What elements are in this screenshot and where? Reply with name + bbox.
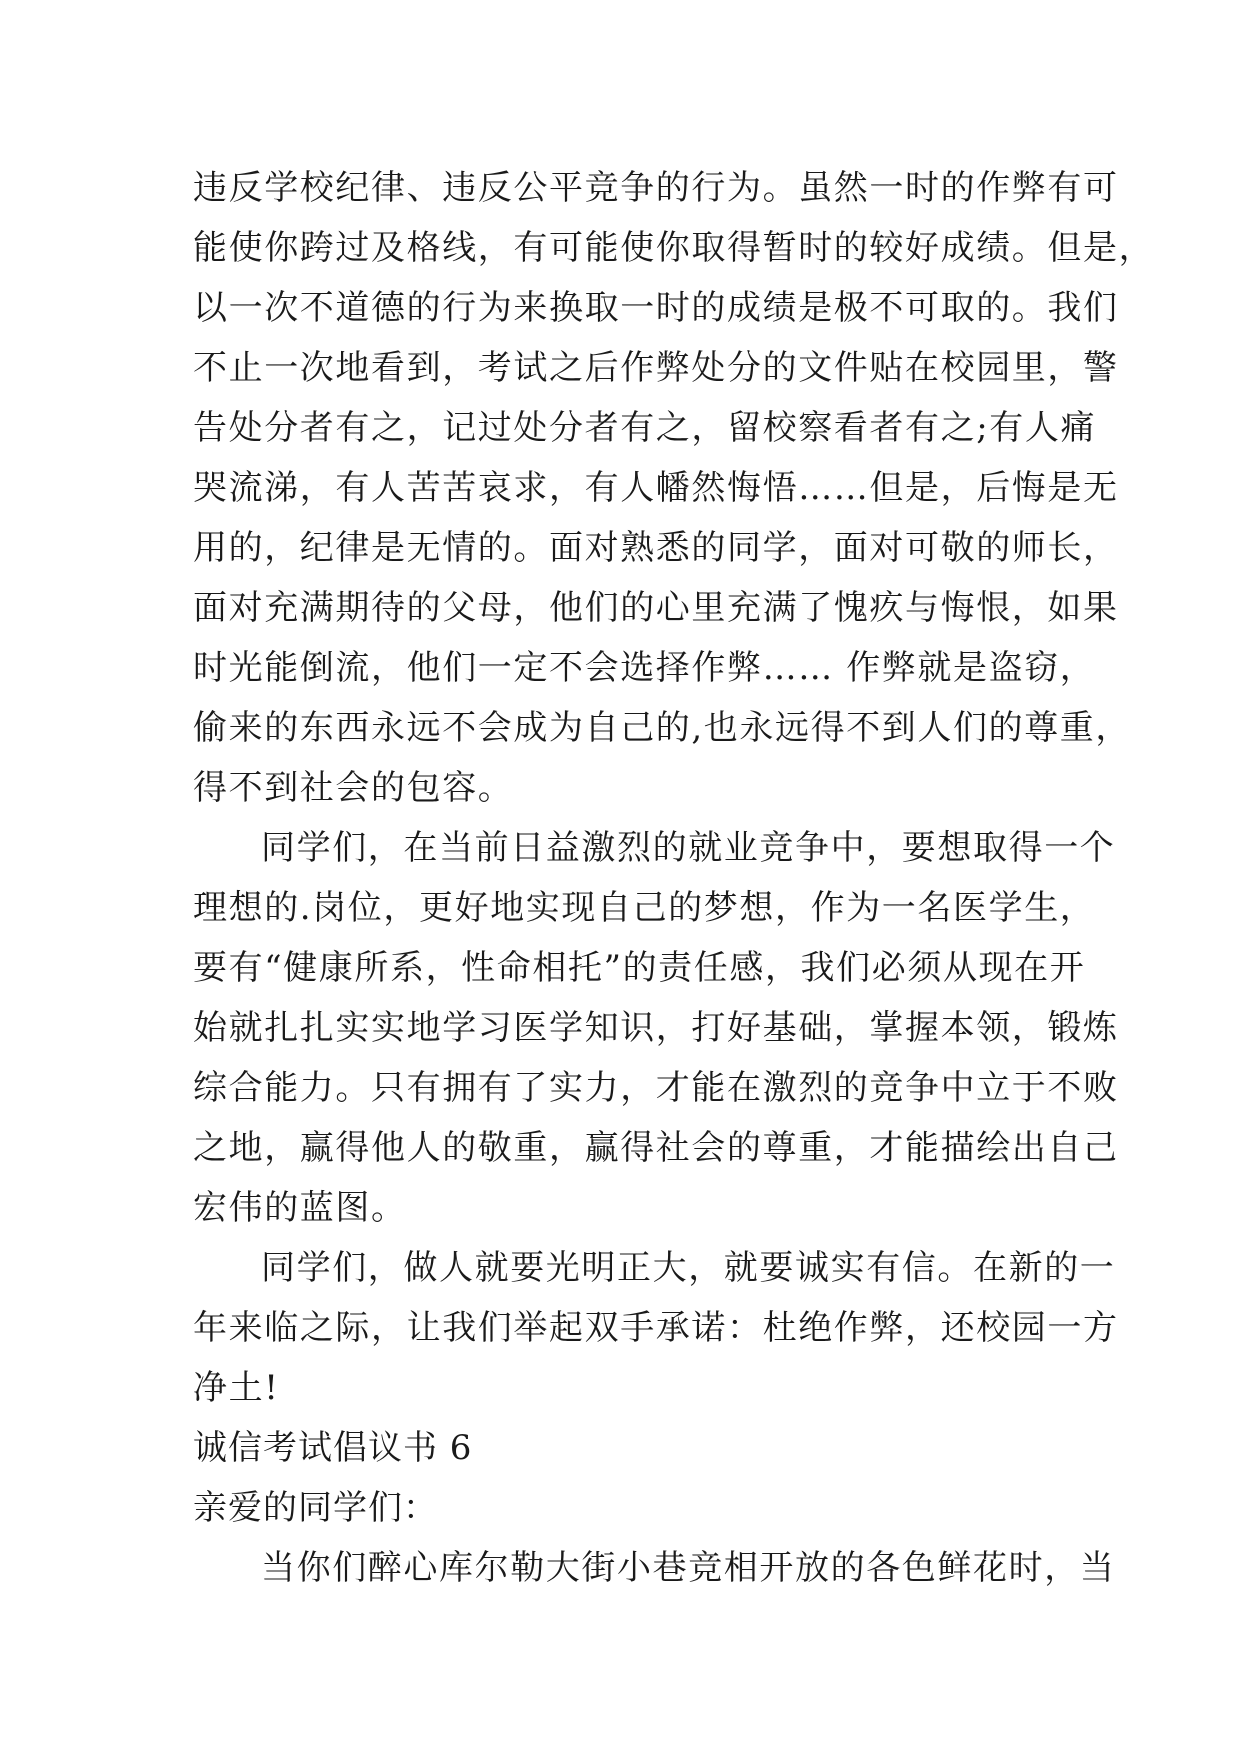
text-line: 年来临之际，让我们举起双手承诺：杜绝作弊，还校园一方 (193, 1308, 1119, 1348)
text-line: 理想的.岗位，更好地实现自己的梦想，作为一名医学生， (193, 888, 1096, 928)
text-line: 同学们，在当前日益激烈的就业竞争中，要想取得一个 (261, 828, 1116, 868)
text-line: 能使你跨过及格线，有可能使你取得暂时的较好成绩。但是， (193, 228, 1155, 268)
text-line: 同学们，做人就要光明正大，就要诚实有信。在新的一 (261, 1248, 1116, 1288)
document-page (193, 158, 1155, 1598)
text-line: 违反学校纪律、违反公平竞争的行为。虽然一时的作弊有可 (193, 168, 1119, 208)
section-title: 诚信考试倡议书 6 (193, 1428, 473, 1468)
text-line: 以一次不道德的行为来换取一时的成绩是极不可取的。我们 (193, 288, 1119, 328)
text-line: 要有“健康所系，性命相托”的责任感，我们必须从现在开 (193, 948, 1086, 988)
text-line: 偷来的东西永远不会成为自己的,也永远得不到人们的尊重， (193, 708, 1132, 748)
paragraph-4 (193, 1538, 1116, 1598)
text-line: 净土! (193, 1368, 280, 1408)
text-line: 面对充满期待的父母，他们的心里充满了愧疚与悔恨，如果 (193, 588, 1119, 628)
text-line: 宏伟的蓝图。 (193, 1188, 407, 1228)
text-line: 始就扎扎实实地学习医学知识，打好基础，掌握本领，锻炼 (193, 1008, 1119, 1048)
salutation: 亲爱的同学们： (193, 1488, 438, 1528)
text-line: 不止一次地看到，考试之后作弊处分的文件贴在校园里，警 (193, 348, 1119, 388)
paragraph-2 (193, 818, 1119, 1238)
text-line: 用的，纪律是无情的。面对熟悉的同学，面对可敬的师长， (193, 528, 1119, 568)
text-line: 时光能倒流，他们一定不会选择作弊…… 作弊就是盗窃， (193, 648, 1096, 688)
text-line: 告处分者有之，记过处分者有之，留校察看者有之;有人痛 (193, 408, 1097, 448)
text-line: 综合能力。只有拥有了实力，才能在激烈的竞争中立于不败 (193, 1068, 1119, 1108)
text-line: 哭流涕，有人苦苦哀求，有人幡然悔悟……但是，后悔是无 (193, 468, 1119, 508)
text-line: 得不到社会的包容。 (193, 768, 514, 808)
text-line: 当你们醉心库尔勒大街小巷竞相开放的各色鲜花时，当 (261, 1548, 1116, 1588)
paragraph-3 (193, 1238, 1119, 1418)
text-line: 之地，赢得他人的敬重，赢得社会的尊重，才能描绘出自己 (193, 1128, 1119, 1168)
paragraph-1 (193, 158, 1155, 818)
